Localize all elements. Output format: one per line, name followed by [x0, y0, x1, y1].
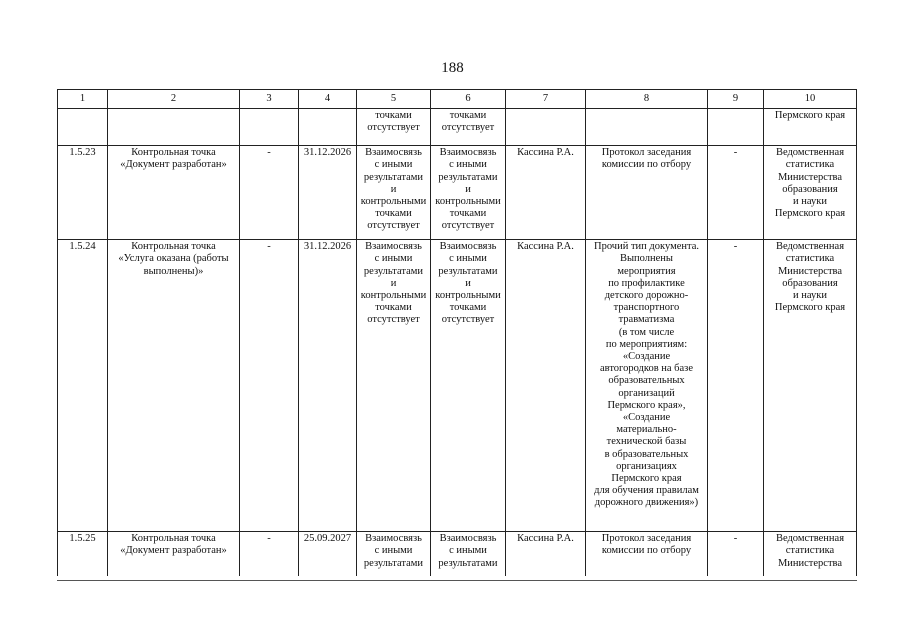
table-row — [58, 240, 857, 532]
cell-col3: - — [240, 532, 299, 576]
cell-col9 — [708, 109, 764, 146]
cell-source: Ведомственная статистика Министерства образования и науки Пермского края — [764, 146, 857, 240]
header-row — [58, 90, 857, 109]
table-row — [58, 109, 857, 146]
cell-responsible: Кассина Р.А. — [506, 240, 586, 532]
cell-name — [108, 109, 240, 146]
cell-col5: Взаимосвязь с иными результатами — [357, 532, 431, 576]
control-points-table — [57, 89, 857, 576]
table-row — [58, 532, 857, 576]
cell-source: Ведомственная статистика Министерства образования и науки Пермского края — [764, 240, 857, 532]
cell-responsible — [506, 109, 586, 146]
cell-date — [299, 109, 357, 146]
header-cell: 9 — [708, 90, 764, 109]
cell-col6: точками отсутствует — [431, 109, 506, 146]
cell-col3 — [240, 109, 299, 146]
cell-document: Протокол заседания комиссии по отбору — [586, 146, 708, 240]
header-cell: 2 — [108, 90, 240, 109]
header-cell: 7 — [506, 90, 586, 109]
cell-col6: Взаимосвязь с иными результатами и контрольными точками отсутствует — [431, 146, 506, 240]
header-cell: 3 — [240, 90, 299, 109]
table-row — [58, 146, 857, 240]
cell-number: 1.5.24 — [58, 240, 108, 532]
cell-col3: - — [240, 146, 299, 240]
header-cell: 8 — [586, 90, 708, 109]
cell-source: Ведомственная статистика Министерства — [764, 532, 857, 576]
cell-name: Контрольная точка «Услуга оказана (работы выполнены)» — [108, 240, 240, 532]
cell-col9: - — [708, 240, 764, 532]
cell-col6: Взаимосвязь с иными результатами — [431, 532, 506, 576]
cell-name: Контрольная точка «Документ разработан» — [108, 532, 240, 576]
cell-col5: Взаимосвязь с иными результатами и контрольными точками отсутствует — [357, 240, 431, 532]
cell-date: 31.12.2026 — [299, 146, 357, 240]
cell-number: 1.5.25 — [58, 532, 108, 576]
table-bottom-line — [57, 580, 857, 581]
cell-col9: - — [708, 532, 764, 576]
cell-document — [586, 109, 708, 146]
cell-source: Пермского края — [764, 109, 857, 146]
header-cell: 5 — [357, 90, 431, 109]
header-cell: 4 — [299, 90, 357, 109]
header-cell: 1 — [58, 90, 108, 109]
cell-date: 25.09.2027 — [299, 532, 357, 576]
cell-name: Контрольная точка «Документ разработан» — [108, 146, 240, 240]
cell-responsible: Кассина Р.А. — [506, 146, 586, 240]
cell-responsible: Кассина Р.А. — [506, 532, 586, 576]
cell-col6: Взаимосвязь с иными результатами и контрольными точками отсутствует — [431, 240, 506, 532]
cell-col5: точками отсутствует — [357, 109, 431, 146]
page-number: 188 — [441, 60, 464, 76]
cell-col5: Взаимосвязь с иными результатами и контрольными точками отсутствует — [357, 146, 431, 240]
cell-number: 1.5.23 — [58, 146, 108, 240]
cell-number — [58, 109, 108, 146]
cell-document: Протокол заседания комиссии по отбору — [586, 532, 708, 576]
header-cell: 10 — [764, 90, 857, 109]
cell-date: 31.12.2026 — [299, 240, 357, 532]
cell-col9: - — [708, 146, 764, 240]
cell-col3: - — [240, 240, 299, 532]
cell-document: Прочий тип документа. Выполнены мероприятия по профилактике детского дорожно- транспортного травматизма (в том числе по мероприятиям: «Создание автогородков на базе образовательных организаций Пермского края», «Создание материально- технической базы в образовательных организациях Пермского края для обучения правилам дорожного движения») — [586, 240, 708, 532]
header-cell: 6 — [431, 90, 506, 109]
